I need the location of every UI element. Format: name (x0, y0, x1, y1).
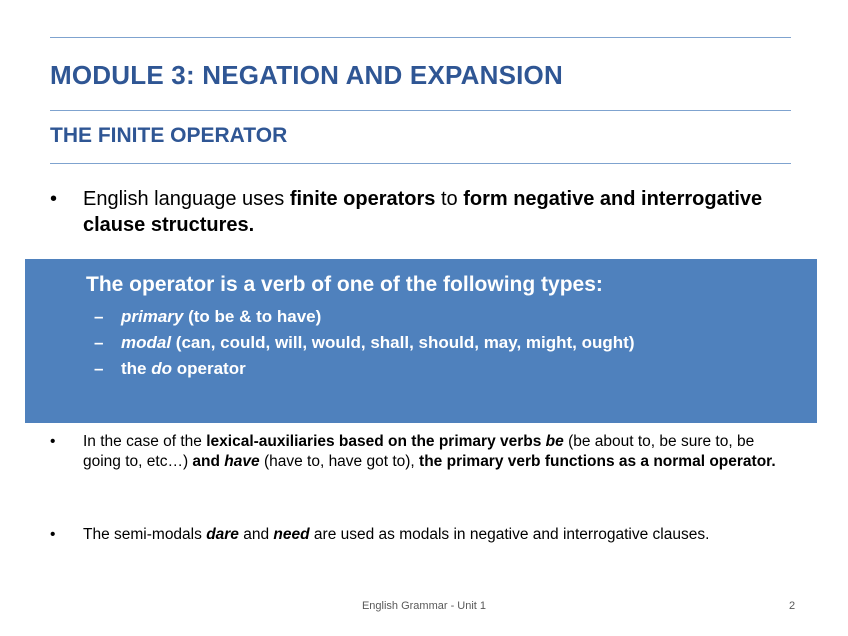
slide-title: MODULE 3: NEGATION AND EXPANSION (50, 60, 563, 90)
bold-italic-run: need (273, 526, 310, 543)
bullet-lexical-auxiliaries (50, 432, 780, 472)
italic-term: primary (121, 307, 184, 326)
list-item-modal (94, 330, 634, 356)
item-detail: (can, could, will, would, shall, should, may, might, ought) (171, 333, 635, 352)
bold-run: form negative and interrogative clause structures. (83, 188, 763, 236)
item-detail: operator (172, 359, 246, 378)
subtitle-rule (50, 163, 791, 164)
dash-marker: – (94, 359, 104, 378)
bold-italic-run: dare (206, 526, 239, 543)
bold-run: lexical-auxiliaries based on the primary verbs (206, 433, 546, 450)
operator-types-band (25, 259, 817, 423)
item-prefix: the (121, 359, 152, 378)
bullet-finite-operators (50, 186, 770, 238)
slide-footer: English Grammar - Unit 1 (361, 600, 487, 612)
bullet-text (83, 186, 770, 238)
italic-term: modal (121, 333, 172, 352)
bullet-text (83, 432, 780, 472)
text-run: and (238, 526, 274, 543)
text-run: (be about to, be sure to, be going to, etc…) (83, 433, 755, 470)
list-item-primary (94, 304, 634, 330)
text-run: English language uses (83, 188, 290, 210)
dash-marker: – (94, 333, 104, 352)
bold-run: and (192, 453, 225, 470)
top-rule (50, 37, 791, 38)
italic-term: do (151, 359, 173, 378)
bullet-marker: • (50, 188, 58, 210)
bullet-marker: • (50, 433, 56, 450)
item-detail: (to be & to have) (183, 307, 322, 326)
bold-italic-run: be (545, 433, 564, 450)
text-run: to (435, 188, 464, 210)
list-item-do-operator (94, 356, 634, 382)
bullet-text (83, 525, 780, 545)
operator-types-heading: The operator is a verb of one of the following types: (86, 273, 603, 296)
text-run: In the case of the (83, 433, 207, 450)
text-run: (have to, have got to), (259, 453, 420, 470)
text-run: are used as modals in negative and interrogative clauses. (309, 526, 710, 543)
bullet-marker: • (50, 526, 56, 543)
bold-run: the primary verb functions as a normal operator. (419, 453, 776, 470)
title-rule (50, 110, 791, 111)
page-number: 2 (789, 600, 796, 612)
bullet-semi-modals (50, 525, 780, 545)
dash-marker: – (94, 307, 104, 326)
operator-types-list (94, 304, 634, 382)
text-run: The semi-modals (83, 526, 207, 543)
bold-italic-run: have (224, 453, 260, 470)
bold-run: finite operators (289, 188, 436, 210)
slide-subtitle: THE FINITE OPERATOR (50, 124, 288, 147)
